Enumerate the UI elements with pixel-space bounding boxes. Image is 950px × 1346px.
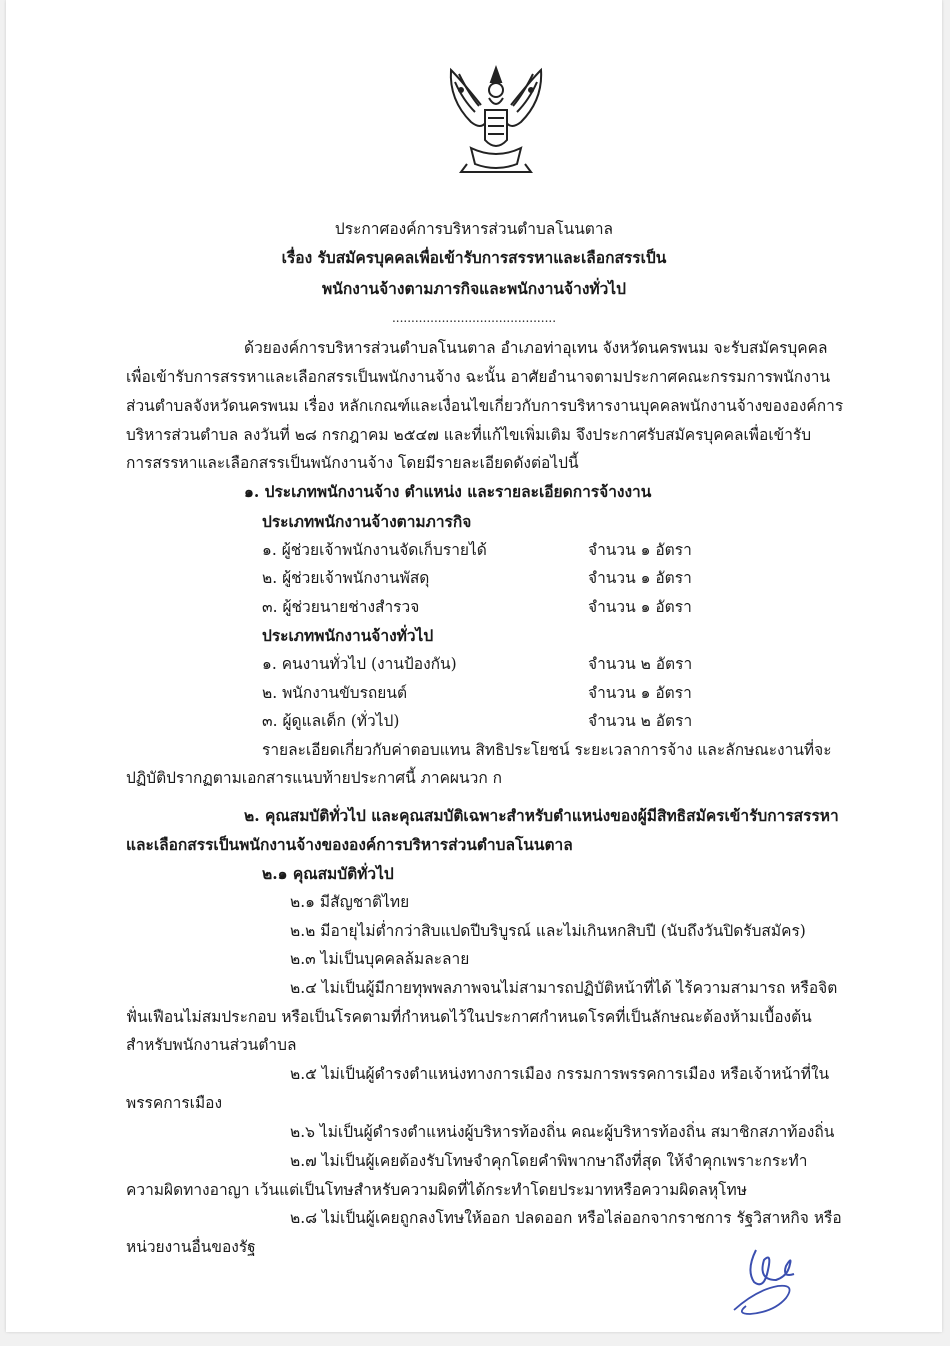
position-name: ๒. พนักงานขับรถยนต์ — [262, 684, 408, 702]
qualification-item: ความผิดทางอาญา เว้นแต่เป็นโทษสำหรับความผิดที่ได้กระทำโดยประมาทหรือความผิดลหุโทษ — [126, 1181, 747, 1199]
section2-heading: ๒. คุณสมบัติทั่วไป และคุณสมบัติเฉพาะสำหรับตำแหน่งของผู้มีสิทธิสมัครเข้ารับการสรรหา — [244, 806, 839, 825]
qualification-item: ๒.๕ ไม่เป็นผู้ดำรงตำแหน่งทางการเมือง กรรมการพรรคการเมือง หรือเจ้าหน้าที่ใน — [290, 1065, 830, 1083]
document-page — [6, 0, 942, 1332]
qualification-item: ๒.๔ ไม่เป็นผู้มีกายทุพพลภาพจนไม่สามารถปฏิบัติหน้าที่ได้ ไร้ความสามารถ หรือจิต — [290, 979, 838, 997]
position-count: จำนวน ๑ อัตรา — [588, 684, 692, 702]
position-name: ๓. ผู้ช่วยนายช่างสำรวจ — [262, 598, 420, 616]
qualification-item: ๒.๒ มีอายุไม่ต่ำกว่าสิบแปดปีบริบูรณ์ และไม่เกินหกสิบปี (นับถึงวันปิดรับสมัคร) — [290, 922, 806, 940]
position-count: จำนวน ๑ อัตรา — [588, 541, 692, 559]
qualification-item: ๒.๖ ไม่เป็นผู้ดำรงตำแหน่งผู้บริหารท้องถิ่น คณะผู้บริหารท้องถิ่น สมาชิกสภาท้องถิ่น — [290, 1123, 835, 1141]
intro-line: ด้วยองค์การบริหารส่วนตำบลโนนตาล อำเภอท่าอุเทน จังหวัดนครพนม จะรับสมัครบุคคล — [244, 339, 828, 357]
position-name: ๑. ผู้ช่วยเจ้าพนักงานจัดเก็บรายได้ — [262, 541, 487, 559]
section2-subheading: ๒.๑ คุณสมบัติทั่วไป — [262, 864, 394, 883]
handwritten-signature-icon — [716, 1230, 826, 1320]
qualification-item: หน่วยงานอื่นของรัฐ — [126, 1238, 256, 1256]
qualification-item: ฟั่นเฟือนไม่สมประกอบ หรือเป็นโรคตามที่กำหนดไว้ในประกาศกำหนดโรคที่เป็นลักษณะต้องห้ามเบื้องต้น — [126, 1008, 812, 1026]
position-name: ๑. คนงานทั่วไป (งานป้องกัน) — [262, 655, 457, 673]
intro-line: เพื่อเข้ารับการสรรหาและเลือกสรรเป็นพนักงานจ้าง ฉะนั้น อาศัยอำนาจตามประกาศคณะกรรมการพนักงาน — [126, 368, 831, 386]
section1-heading: ๑. ประเภทพนักงานจ้าง ตำแหน่ง และรายละเอียดการจ้างงาน — [244, 482, 652, 501]
intro-line: การสรรหาและเลือกสรรเป็นพนักงานจ้าง โดยมีรายละเอียดดังต่อไปนี้ — [126, 454, 579, 472]
position-count: จำนวน ๒ อัตรา — [588, 655, 693, 673]
section1-note: รายละเอียดเกี่ยวกับค่าตอบแทน สิทธิประโยชน์ ระยะเวลาการจ้าง และลักษณะงานที่จะ — [262, 741, 832, 759]
qualification-item: สำหรับพนักงานส่วนตำบล — [126, 1036, 297, 1054]
position-name: ๒. ผู้ช่วยเจ้าพนักงานพัสดุ — [262, 569, 430, 587]
group1-title: ประเภทพนักงานจ้างตามภารกิจ — [262, 512, 472, 531]
qualification-item: ๒.๗ ไม่เป็นผู้เคยต้องรับโทษจำคุกโดยคำพิพากษาถึงที่สุด ให้จำคุกเพราะกระทำ — [290, 1152, 808, 1170]
section1-note: ปฏิบัติปรากฏตามเอกสารแนบท้ายประกาศนี้ ภาคผนวก ก — [126, 769, 503, 787]
position-count: จำนวน ๑ อัตรา — [588, 598, 692, 616]
position-name: ๓. ผู้ดูแลเด็ก (ทั่วไป) — [262, 712, 400, 730]
section2-heading: และเลือกสรรเป็นพนักงานจ้างขององค์การบริหารส่วนตำบลโนนตาล — [126, 835, 573, 854]
intro-line: บริหารส่วนตำบล ลงวันที่ ๒๘ กรกฎาคม ๒๕๔๗ และที่แก้ไขเพิ่มเติม จึงประกาศรับสมัครบุคคลเพื่อเข้ารับ — [126, 426, 812, 444]
position-count: จำนวน ๒ อัตรา — [588, 712, 693, 730]
document-subject-line2: พนักงานจ้างตามภารกิจและพนักงานจ้างทั่วไป — [322, 279, 626, 298]
dotted-separator: ........................................... — [391, 311, 557, 325]
position-count: จำนวน ๑ อัตรา — [588, 569, 692, 587]
qualification-item: พรรคการเมือง — [126, 1094, 223, 1112]
qualification-item: ๒.๑ มีสัญชาติไทย — [290, 893, 410, 911]
qualification-item: ๒.๓ ไม่เป็นบุคคลล้มละลาย — [290, 950, 470, 968]
document-subject: เรื่อง รับสมัครบุคคลเพื่อเข้ารับการสรรหาและเลือกสรรเป็น — [281, 248, 667, 267]
qualification-item: ๒.๘ ไม่เป็นผู้เคยถูกลงโทษให้ออก ปลดออก หรือไล่ออกจากราชการ รัฐวิสาหกิจ หรือ — [290, 1209, 842, 1227]
group2-title: ประเภทพนักงานจ้างทั่วไป — [262, 626, 434, 645]
intro-line: ส่วนตำบลจังหวัดนครพนม เรื่อง หลักเกณฑ์และเงื่อนไขเกี่ยวกับการบริหารงานบุคคลพนักงานจ้างขององค์การ — [126, 397, 844, 415]
garuda-emblem-icon — [441, 60, 551, 180]
document-title: ประกาศองค์การบริหารส่วนตำบลโนนตาล — [334, 220, 614, 238]
